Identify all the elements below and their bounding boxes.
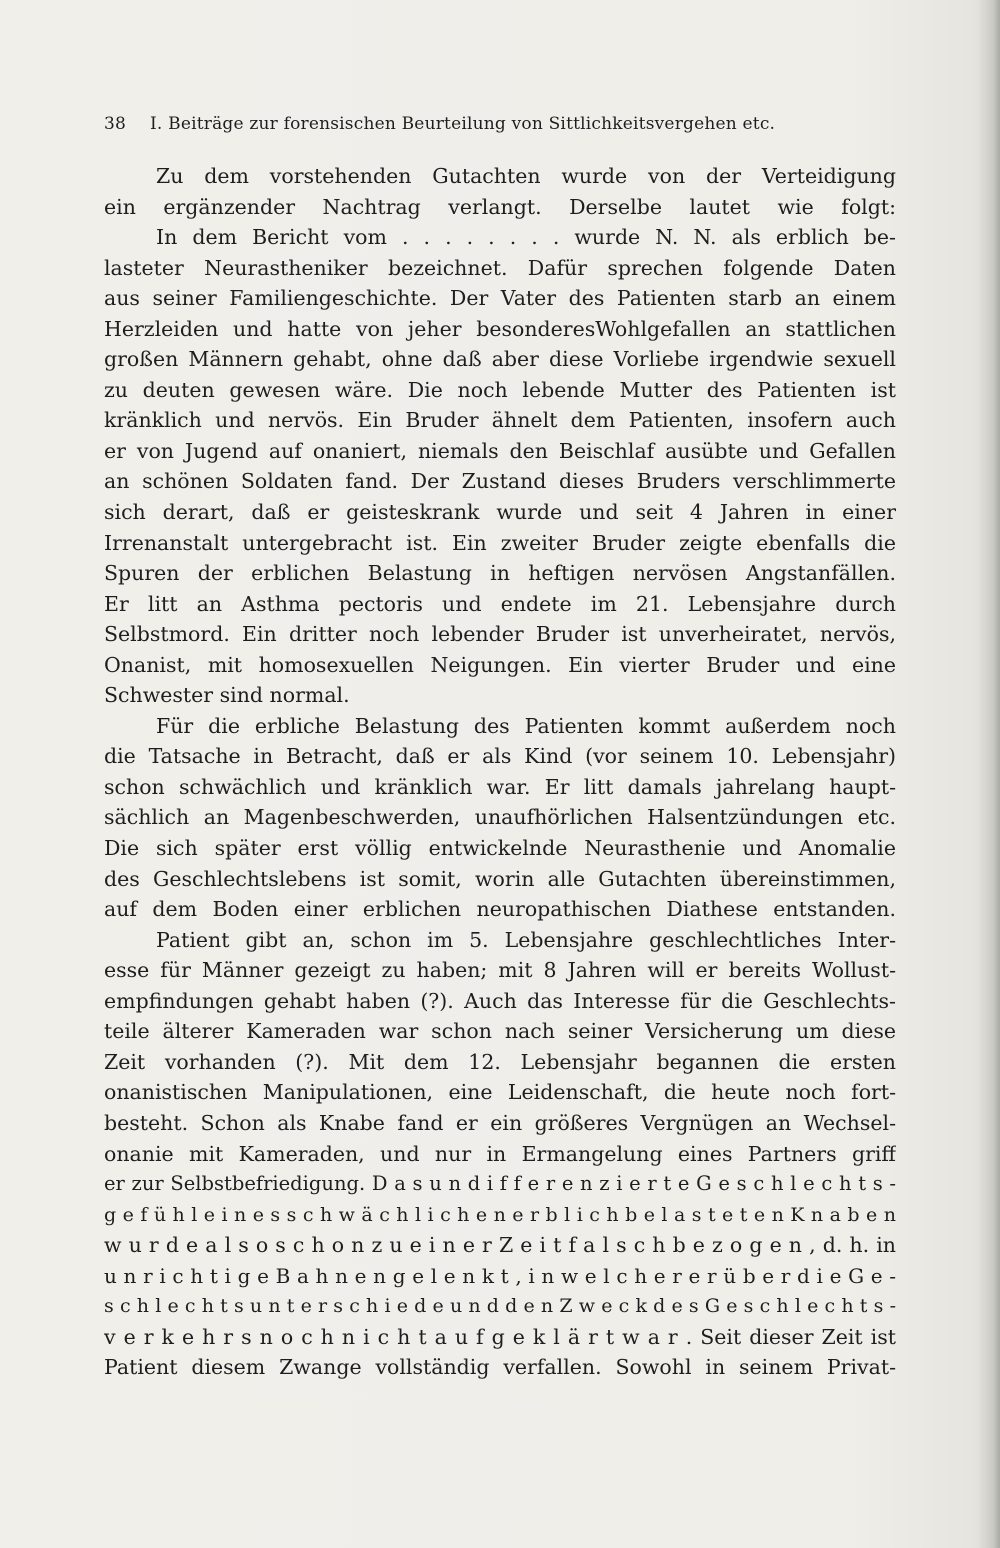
text-line: Schwester sind normal. <box>104 683 350 708</box>
text-line: auf dem Boden einer erblichen neuropathischen Diathese entstanden. <box>104 897 896 922</box>
text-line: lasteter Neurastheniker bezeichnet. Dafür sprechen folgende Daten <box>104 255 896 280</box>
text-line: Onanist, mit homosexuellen Neigungen. Ein vierter Bruder und eine <box>104 652 896 677</box>
text-line: g e f ü h l e i n e s s c h w ä c h l i c h e n e r b l i c h b e l a s t e t e n K n a b e n <box>104 1203 896 1226</box>
text-line: die Tatsache in Betracht, daß er als Kind (vor seinem 10. Lebensjahr) <box>104 744 896 769</box>
running-title: I. Beiträge zur forensischen Beurteilung von Sittlichkeitsvergehen etc. <box>150 114 776 134</box>
text-line: Für die erbliche Belastung des Patienten kommt außerdem noch <box>156 713 896 738</box>
text-line: des Geschlechtslebens ist somit, worin alle Gutachten übereinstimmen, <box>104 866 896 891</box>
text-line: Er litt an Asthma pectoris und endete im 21. Lebensjahre durch <box>104 591 896 616</box>
text-line: Patient gibt an, schon im 5. Lebensjahre geschlechtliches Inter- <box>156 927 896 952</box>
page-edge-shadow <box>978 0 1000 1548</box>
text-line: s c h l e c h t s u n t e r s c h i e d e u n d d e n Z w e c k d e s G e s c h l e c h t s - <box>104 1295 896 1318</box>
text-line: Irrenanstalt untergebracht ist. Ein zweiter Bruder zeigte ebenfalls die <box>104 530 896 555</box>
text-line: schon schwächlich und kränklich war. Er litt damals jahrelang haupt- <box>104 774 896 799</box>
text-line: Selbstmord. Ein dritter noch lebender Bruder ist unverheiratet, nervös, <box>104 622 896 647</box>
text-line: an schönen Soldaten fand. Der Zustand dieses Bruders verschlimmerte <box>104 469 896 494</box>
text-line: empfindungen gehabt haben (?). Auch das Interesse für die Geschlechts- <box>104 988 896 1013</box>
text-line: Herzleiden und hatte von jeher besonderesWohlgefallen an stattlichen <box>104 316 896 341</box>
text-line: In dem Bericht vom . . . . . . . . wurde N. N. als erblich be- <box>156 225 896 250</box>
text-line: Spuren der erblichen Belastung in heftigen nervösen Angstanfällen. <box>104 561 896 586</box>
text-line: er zur Selbstbefriedigung. D a s u n d i f f e r e n z i e r t e G e s c h l e c h t s - <box>104 1172 896 1196</box>
text-line: Zeit vorhanden (?). Mit dem 12. Lebensjahr begannen die ersten <box>104 1049 896 1074</box>
text-line: teile älterer Kameraden war schon nach seiner Versicherung um diese <box>104 1019 896 1044</box>
text-line: Patient diesem Zwange vollständig verfallen. Sowohl in seinem Privat- <box>104 1355 896 1380</box>
text-line: er von Jugend auf onaniert, niemals den Beischlaf ausübte und Gefallen <box>104 438 896 463</box>
text-line: v e r k e h r s n o c h n i c h t a u f g e k l ä r t w a r . Seit dieser Zeit ist <box>104 1324 896 1349</box>
text-line: zu deuten gewesen wäre. Die noch lebende Mutter des Patienten ist <box>104 377 896 402</box>
page-number: 38 <box>104 114 127 134</box>
text-line: onanie mit Kameraden, und nur in Ermangelung eines Partners griff <box>104 1141 896 1166</box>
body-text <box>104 161 896 1383</box>
text-line: ein ergänzender Nachtrag verlangt. Derselbe lautet wie folgt: <box>104 194 896 219</box>
text-line: u n r i c h t i g e B a h n e n g e l e n k t , i n w e l c h e r e r ü b e r d i e G e - <box>104 1263 896 1288</box>
text-line: sich derart, daß er geisteskrank wurde und seit 4 Jahren in einer <box>104 500 896 525</box>
text-line: kränklich und nervös. Ein Bruder ähnelt dem Patienten, insofern auch <box>104 408 896 433</box>
text-line: besteht. Schon als Knabe fand er ein größeres Vergnügen an Wechsel- <box>104 1110 896 1135</box>
text-line: sächlich an Magenbeschwerden, unaufhörlichen Halsentzündungen etc. <box>104 805 896 830</box>
text-line: großen Männern gehabt, ohne daß aber diese Vorliebe irgendwie sexuell <box>104 347 896 372</box>
text-line: onanistischen Manipulationen, eine Leidenschaft, die heute noch fort- <box>104 1080 896 1105</box>
running-header <box>104 114 904 134</box>
text-line: Die sich später erst völlig entwickelnde Neurasthenie und Anomalie <box>104 836 896 861</box>
text-line: aus seiner Familiengeschichte. Der Vater des Patienten starb an einem <box>104 286 896 311</box>
text-line: Zu dem vorstehenden Gutachten wurde von der Verteidigung <box>156 164 896 188</box>
text-line: w u r d e a l s o s c h o n z u e i n e r Z e i t f a l s c h b e z o g e n , d. h. in <box>104 1233 896 1258</box>
text-line: esse für Männer gezeigt zu haben; mit 8 Jahren will er bereits Wollust- <box>104 958 896 983</box>
